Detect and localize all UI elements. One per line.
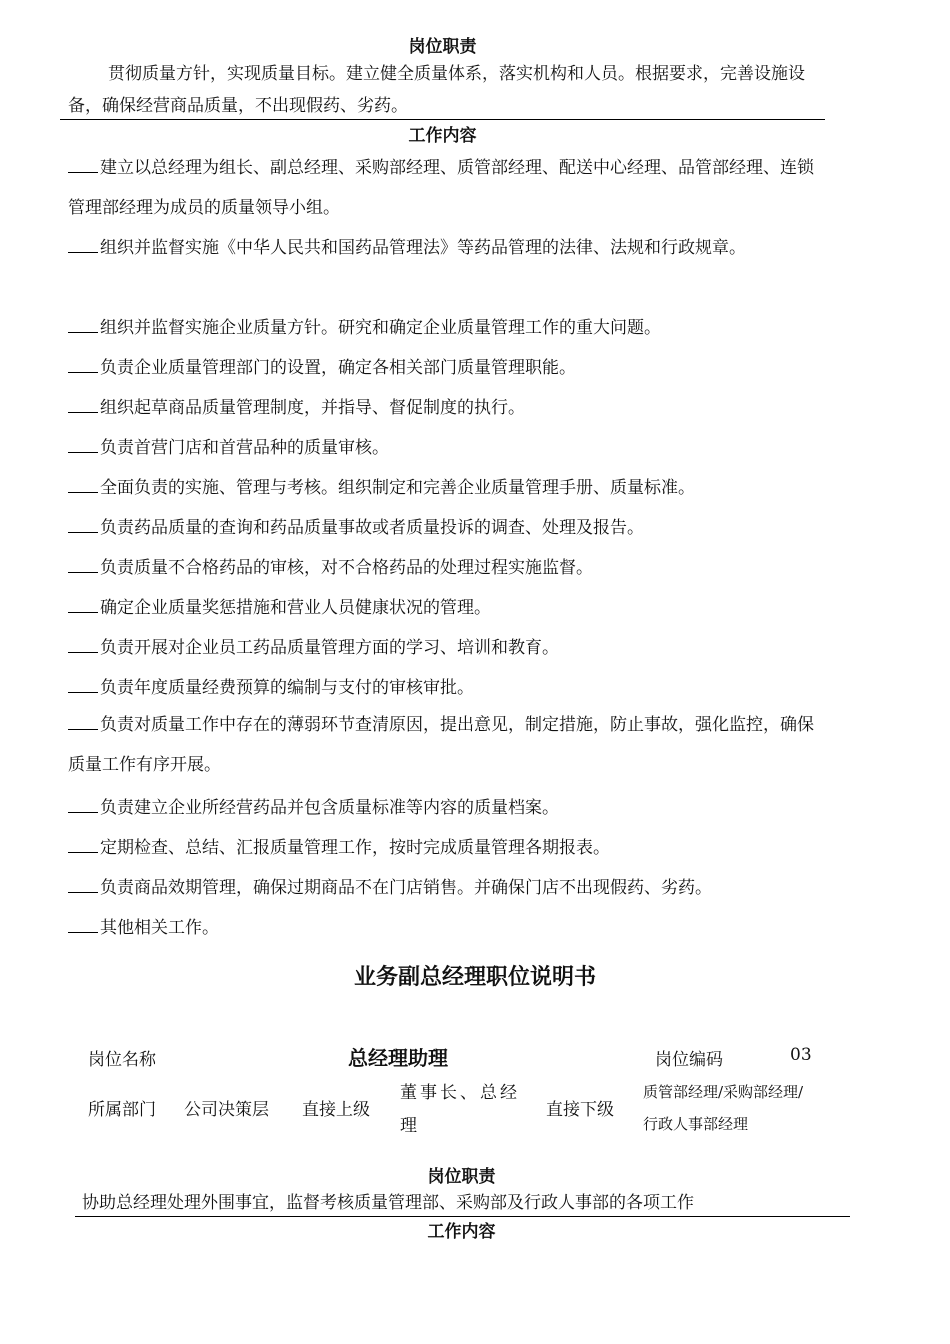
duty-heading: 岗位职责 [408, 37, 477, 57]
work-item-text: 全面负责的实施、管理与考核。组织制定和完善企业质量管理手册、质量标准。 [100, 478, 695, 498]
value-position-code: 03 [790, 1045, 812, 1065]
doc-title: 业务副总经理职位说明书 [353, 965, 596, 990]
value-subordinate-line1: 质管部经理/采购部经理/ [643, 1083, 804, 1101]
work-item-text: 组织起草商品质量管理制度，并指导、督促制度的执行。 [100, 398, 525, 418]
work-item [68, 828, 828, 868]
blank-line [68, 556, 98, 573]
label-position-name: 岗位名称 [88, 1050, 156, 1070]
blank-line [68, 516, 98, 533]
work-item [68, 388, 828, 428]
label-position-code: 岗位编码 [655, 1050, 723, 1070]
label-subordinate: 直接下级 [546, 1100, 614, 1120]
work-item-text: 负责开展对企业员工药品质量管理方面的学习、培训和教育。 [100, 638, 559, 658]
work-item [68, 228, 828, 268]
work-item-text: 负责首营门店和首营品种的质量审核。 [100, 438, 389, 458]
work-item [68, 868, 828, 908]
blank-line [68, 836, 98, 853]
work-item-text: 组织并监督实施《中华人民共和国药品管理法》等药品管理的法律、法规和行政规章。 [100, 238, 746, 258]
work-item [68, 148, 828, 228]
value-position-name: 总经理助理 [348, 1046, 448, 1070]
content-heading: 工作内容 [408, 126, 477, 146]
blank-line [68, 876, 98, 893]
work-item-text: 负责药品质量的查询和药品质量事故或者质量投诉的调查、处理及报告。 [100, 518, 644, 538]
blank-line [68, 636, 98, 653]
work-item [68, 628, 828, 668]
work-item [68, 348, 828, 388]
work-item [68, 788, 828, 828]
divider [60, 119, 825, 120]
blank-line [68, 596, 98, 613]
work-item [68, 705, 828, 785]
blank-line [68, 436, 98, 453]
blank-line [68, 916, 98, 933]
work-item-text: 负责企业质量管理部门的设置，确定各相关部门质量管理职能。 [100, 358, 576, 378]
work-item-text: 确定企业质量奖惩措施和营业人员健康状况的管理。 [100, 598, 491, 618]
work-item-text: 负责对质量工作中存在的薄弱环节查清原因，提出意见，制定措施，防止事故，强化监控，确保质量工作有序开展。 [68, 715, 814, 775]
work-item [68, 508, 828, 548]
blank-line [68, 676, 98, 693]
work-item [68, 908, 828, 948]
blank-line [68, 796, 98, 813]
work-item-text: 建立以总经理为组长、副总经理、采购部经理、质管部经理、配送中心经理、品管部经理、连锁管理部经理为成员的质量领导小组。 [68, 158, 814, 218]
blank-line [68, 316, 98, 333]
value-department: 公司决策层 [184, 1100, 269, 1120]
work-item [68, 308, 828, 348]
duty-heading-2: 岗位职责 [427, 1167, 496, 1187]
blank-line [68, 476, 98, 493]
value-superior-line2: 理 [400, 1116, 417, 1136]
blank-line [68, 396, 98, 413]
blank-line [68, 156, 98, 173]
work-item-text: 定期检查、总结、汇报质量管理工作，按时完成质量管理各期报表。 [100, 838, 610, 858]
work-item [68, 468, 828, 508]
work-item-text: 负责建立企业所经营药品并包含质量标准等内容的质量档案。 [100, 798, 559, 818]
work-item-text: 负责质量不合格药品的审核，对不合格药品的处理过程实施监督。 [100, 558, 593, 578]
work-item [68, 668, 828, 708]
label-department: 所属部门 [88, 1100, 156, 1120]
blank-line [68, 713, 98, 730]
duty-text-2: 协助总经理处理外围事宜，监督考核质量管理部、采购部及行政人事部的各项工作 [82, 1193, 694, 1213]
work-item [68, 548, 828, 588]
work-item [68, 588, 828, 628]
blank-line [68, 236, 98, 253]
work-item-text: 其他相关工作。 [100, 918, 219, 938]
work-item-text: 负责商品效期管理，确保过期商品不在门店销售。并确保门店不出现假药、劣药。 [100, 878, 712, 898]
label-superior: 直接上级 [302, 1100, 370, 1120]
work-item-text: 负责年度质量经费预算的编制与支付的审核审批。 [100, 678, 474, 698]
blank-line [68, 356, 98, 373]
content-heading-2: 工作内容 [427, 1222, 496, 1242]
value-subordinate-line2: 行政人事部经理 [643, 1115, 749, 1133]
duty-text: 贯彻质量方针，实现质量目标。建立健全质量体系，落实机构和人员。根据要求，完善设施设备，确保经营商品质量，不出现假药、劣药。 [68, 64, 805, 116]
work-item-text: 组织并监督实施企业质量方针。研究和确定企业质量管理工作的重大问题。 [100, 318, 661, 338]
value-superior-line1: 董事长、总经 [400, 1083, 520, 1103]
work-item [68, 428, 828, 468]
